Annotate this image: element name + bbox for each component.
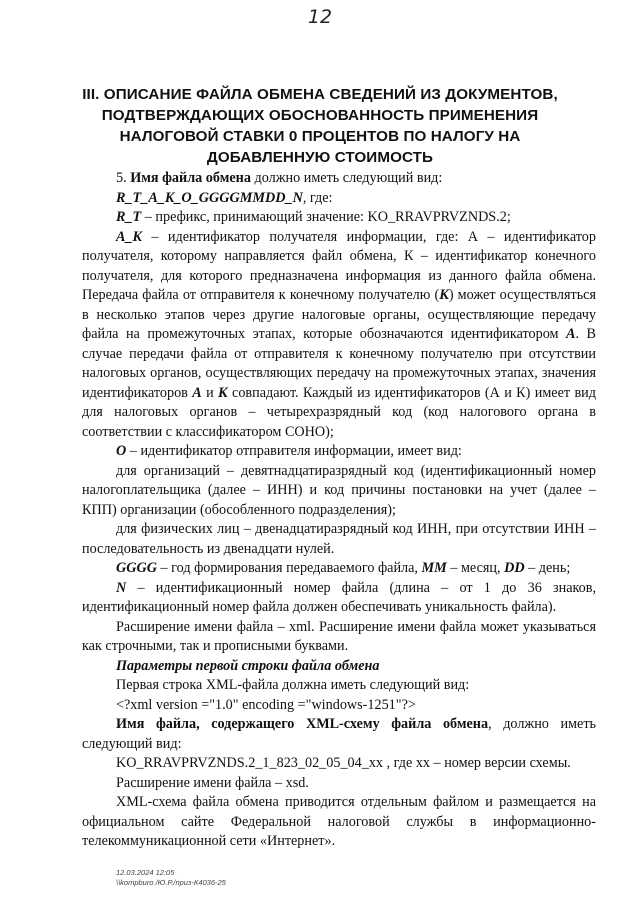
heading-line: НАЛОГОВОЙ СТАВКИ 0 ПРОЦЕНТОВ ПО НАЛОГУ НА xyxy=(119,128,521,145)
paragraph-first-line: Первая строка XML-файла должна иметь следующий вид: xyxy=(116,677,470,693)
paragraph-date: GGGG – год формирования передаваемого файла, MM – месяц, DD – день; xyxy=(116,560,571,576)
paragraph-file-number: N – идентификационный номер файла (длина – от 1 до 36 знаков, идентификационный номер файла должен обеспечивать уникальность файла). xyxy=(82,579,596,615)
heading-line: ПОДТВЕРЖДАЮЩИХ ОБОСНОВАННОСТЬ ПРИМЕНЕНИЯ xyxy=(101,107,539,124)
paragraph-pattern: R_T_A_K_O_GGGGMMDD_N, где: xyxy=(116,189,333,206)
heading-line: ДОБАВЛЕННУЮ СТОИМОСТЬ xyxy=(206,149,434,166)
params-title: Параметры первой строки файла обмена xyxy=(116,657,380,674)
document-body xyxy=(82,169,596,852)
paragraph-schema: Имя файла, содержащего XML-схему файла обмена, должно иметь следующий вид: xyxy=(82,716,597,752)
section-heading xyxy=(40,84,600,168)
page-number: 12 xyxy=(307,6,333,28)
footer-timestamp: 12.03.2024 12:05 xyxy=(116,868,175,877)
paragraph-organizations: для организаций – девятнадцатиразрядный код (идентификационный номер налогоплательщика (далее – ИНН) и код причины постановки на учет (далее – КПП) организации (обособленного подразделения); xyxy=(82,462,596,518)
paragraph-sender-id: O – идентификатор отправителя информации, имеет вид: xyxy=(116,443,462,459)
paragraph-recipient-id: A_K – идентификатор получателя информации, где: А – идентификатор получателя, которому направляется файл обмена, К – идентификатор конечного получателя, для которого предназначена информация из данного файла обмена. Передача файла от отправителя к конечному получателю (К) может осуществляться в несколько этапов через другие налоговые органы, осуществляющие передачу файла на промежуточных этапах, которые обозначаются идентификатором А. В случае передачи файла от отправителя к конечному получателю при отсутствии налоговых органов, осуществляющих передачу на промежуточных этапах, значения идентификаторов А и К совпадают. Каждый из идентификаторов (А и К) имеет вид для налоговых органов – четырехразрядный код (код налогового органа в соответствии с классификатором СОНО); xyxy=(82,228,597,440)
paragraph-individuals: для физических лиц – двенадцатиразрядный код ИНН, при отсутствии ИНН – последовательность из двенадцати нулей. xyxy=(82,521,596,557)
paragraph-extension: Расширение имени файла – xml. Расширение имени файла может указываться как строчными, так и прописными буквами. xyxy=(82,618,596,654)
paragraph-schema-name: KO_RRAVPRVZNDS.2_1_823_02_05_04_xx , где хх – номер версии схемы. xyxy=(116,755,571,771)
paragraph-xml-schema: XML-схема файла обмена приводится отдельным файлом и размещается на официальном сайте Федеральной налоговой службы в информационно-телекоммуникационной сети «Интернет». xyxy=(82,794,596,849)
document-footer xyxy=(116,868,226,888)
paragraph-xsd: Расширение имени файла – xsd. xyxy=(116,774,309,791)
xml-declaration: <?xml version ="1.0" encoding ="windows-1251"?> xyxy=(116,696,416,713)
heading-line: III. ОПИСАНИЕ ФАЙЛА ОБМЕНА СВЕДЕНИЙ ИЗ ДОКУМЕНТОВ, xyxy=(82,86,558,103)
paragraph-prefix: R_T – префикс, принимающий значение: KO_RRAVPRVZNDS.2; xyxy=(116,209,511,225)
paragraph-file-name: 5. Имя файла обмена должно иметь следующий вид: xyxy=(116,170,443,186)
footer-path: \\kompburo /Ю.Р./приз-К4036-25 xyxy=(116,878,226,887)
